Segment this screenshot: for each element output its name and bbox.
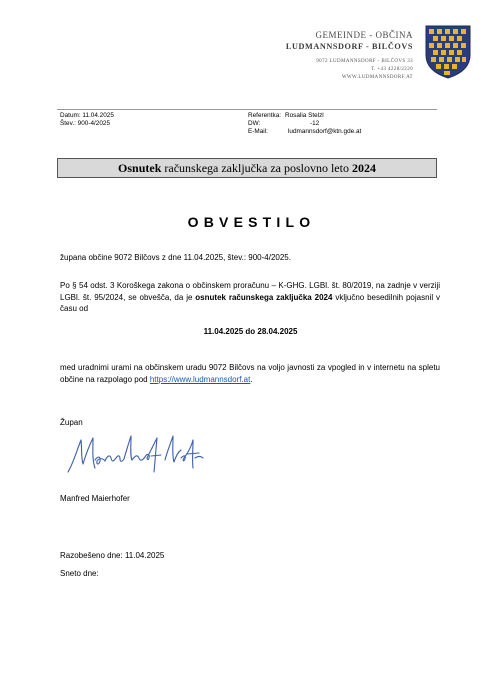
header-divider [57,109,437,110]
municipal-crest-icon [425,25,471,79]
inspection-period: 11.04.2025 do 28.04.2025 [203,327,298,336]
municipality-website-link[interactable]: https://www.ludmannsdorf.at [149,374,251,384]
extension-label: DW: [248,120,261,127]
email-value: ludmannsdorf@ktn.gde.at [288,128,362,135]
reference-number-value: 900-4/2025 [77,120,110,127]
clerk-name: Rosalia Stelzl [285,112,324,119]
reference-number-label: Štev.: [60,120,76,127]
inspection-info-text: med uradnimi urami na občinskem uradu 9072 Bilčovs na voljo javnosti za vpogled in v internetu na spletu občine na razpolago pod [60,363,440,384]
municipality-name-german-slovene: GEMEINDE - OBČINA [315,30,413,40]
document-title [57,158,437,178]
legal-basis-paragraph [60,280,440,315]
date-label: Datum: [60,112,81,119]
title-bold-word: Osnutek [118,161,162,175]
inspection-info-paragraph [60,362,440,385]
email-label: E-Mail: [248,128,268,135]
signatory-role: Župan [60,418,83,427]
letterhead-phone: T. +43 4228/2220 [370,67,413,72]
clerk-label: Referentka: [248,112,282,119]
notice-heading: OBVESTILO [187,214,316,230]
legal-basis-text-end: vključno besedilnih pojasnil v času od [60,292,440,313]
mayor-reference-paragraph: župana občine 9072 Bilčovs z dne 11.04.2025, štev.: 900-4/2025. [60,253,291,262]
date-value: 11.04.2025 [82,112,114,119]
legal-basis-text: Po § 54 odst. 3 Koroškega zakona o občinskem proračunu – K-GHG. LGBl. št. 80/2019, na zadnje v verziji LGBl. št. 95/2024, se obvešča, da je [60,281,440,302]
letterhead-web: WWW.LUDMANNSDORF.AT [341,75,413,80]
municipality-name: LUDMANNSDORF - BILČOVS [285,42,413,51]
title-year: 2024 [351,161,376,175]
date-row [60,112,114,119]
draft-statement-phrase: osnutek računskega zaključka 2024 [195,292,333,302]
handwritten-signature [65,428,215,476]
reference-number-row [60,120,110,127]
signatory-name: Manfred Maierhofer [60,494,130,503]
title-text: računskega zaključka za poslovno leto [164,161,349,175]
inspection-info-end: . [250,374,253,384]
posted-date: Razobešeno dne: 11.04.2025 [60,551,165,560]
removed-date: Sneto dne: [60,569,99,578]
letterhead-address: 9072 LUDMANNSDORF - BILČOVS 33 [316,59,413,64]
extension-value: -12 [310,120,320,127]
